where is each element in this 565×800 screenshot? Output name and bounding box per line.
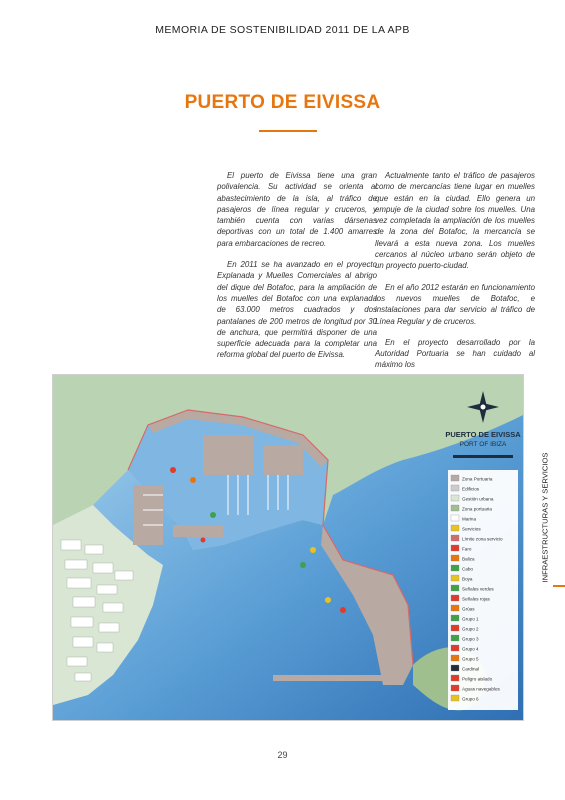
paragraph: En el proyecto desarrollado por la Autoridad Portuaria se han cuidado al máximo los — [375, 337, 535, 370]
legend-swatch — [451, 475, 459, 481]
legend-label: Edificios — [462, 486, 480, 492]
legend-label: Baliza — [462, 556, 475, 562]
legend-swatch — [451, 565, 459, 571]
paragraph: Actualmente tanto el tráfico de pasajeros como de mercancías tiene lugar en muelles que están en la ciudad. Ello genera un empuje de la ciudad sobre los muelles. Una vez completada la ampliación de los muelles de la zona del Botafoc, la mercancía se llevará a esta nueva zona. Los muelles cercanos al núcleo urbano serán objeto de un proyecto puerto-ciudad. — [375, 171, 535, 271]
legend-label: Límite zona servicio — [462, 536, 503, 542]
legend-swatch — [451, 535, 459, 541]
map-subtitle: PORT OF IBIZA — [459, 441, 507, 448]
port-map-svg — [53, 375, 523, 720]
legend-label: Grupo 1 — [462, 616, 479, 622]
legend-swatch — [451, 525, 459, 531]
legend-label: Marina — [462, 516, 477, 522]
title-rule — [259, 130, 317, 132]
legend-label: Aguas navegables — [462, 686, 500, 692]
legend-label: Grupo 6 — [462, 696, 479, 702]
legend-label: Gestión urbana — [462, 496, 494, 502]
paragraph: El puerto de Eivissa tiene una gran polivalencia. Su actividad se orienta al abastecimiento de la isla, al tráfico de pasajeros de línea regular y cruceros, y también cuenta con varias dársenas deportivas con un total de 1.400 amarres para embarcaciones de recreo. — [217, 171, 377, 248]
legend-swatch — [451, 545, 459, 551]
legend-swatch — [451, 555, 459, 561]
page-title: PUERTO DE EIVISSA — [184, 92, 381, 113]
legend-label: Señales rojas — [462, 596, 490, 602]
legend-swatch — [451, 675, 459, 681]
legend-label: Grupo 4 — [462, 646, 479, 652]
paragraph: En 2011 se ha avanzado en el proyecto Explanada y Muelles Comerciales al abrigo del dique del Botafoc, para la ampliación de los muelles del Botafoc con una explanada de 63.000 metros cuadrados y dos pantalanes de 200 metros de longitud por 30 de anchura, que permitirá disponer de una superficie adecuada para la completar una reforma global del puerto de Eivissa. — [217, 260, 377, 360]
legend-swatch — [451, 575, 459, 581]
legend-swatch — [451, 605, 459, 611]
legend-label: Zona portuaria — [462, 506, 492, 512]
legend-label: Zona Portuaria — [462, 476, 493, 482]
legend-label: Peligro aislado — [462, 676, 493, 682]
legend-label: Servicios — [462, 526, 481, 532]
legend-label: Señales verdes — [462, 586, 494, 592]
side-tab-label: INFRAESTRUCTURAS Y SERVICIOS — [540, 452, 550, 583]
legend-swatch — [451, 615, 459, 621]
legend-swatch — [451, 695, 459, 701]
legend-swatch — [451, 685, 459, 691]
paragraph: En el año 2012 estarán en funcionamiento los nuevos muelles de Botafoc, e instalaciones para dar servicio al tráfico de Línea Regular y de cruceros. — [375, 282, 535, 326]
legend-swatch — [451, 485, 459, 491]
port-map — [52, 374, 524, 721]
legend-label: Grúas — [462, 606, 475, 612]
legend-swatch — [451, 665, 459, 671]
legend-label: Boya — [462, 576, 473, 582]
scale-bar — [453, 455, 513, 458]
legend-swatch — [451, 635, 459, 641]
legend-label: Cabo — [462, 566, 473, 572]
legend-swatch — [451, 595, 459, 601]
page-number: 29 — [277, 750, 288, 760]
legend-label: Faro — [462, 546, 472, 552]
text-column-right — [375, 170, 535, 370]
legend-swatch — [451, 625, 459, 631]
legend-swatch — [451, 585, 459, 591]
legend-swatch — [451, 515, 459, 521]
text-column-left — [217, 170, 377, 371]
legend-label: Grupo 2 — [462, 626, 479, 632]
legend-label: Cardinal — [462, 666, 480, 672]
section-side-tab — [538, 452, 552, 585]
map-title: PUERTO DE EIVISSA — [445, 430, 521, 439]
legend-swatch — [451, 495, 459, 501]
running-header: MEMORIA DE SOSTENIBILIDAD 2011 DE LA APB — [155, 24, 410, 36]
legend-label: Grupo 3 — [462, 636, 479, 642]
legend-swatch — [451, 645, 459, 651]
legend-swatch — [451, 505, 459, 511]
side-tab-marker — [553, 585, 565, 587]
legend-label: Grupo 5 — [462, 656, 479, 662]
legend-swatch — [451, 655, 459, 661]
